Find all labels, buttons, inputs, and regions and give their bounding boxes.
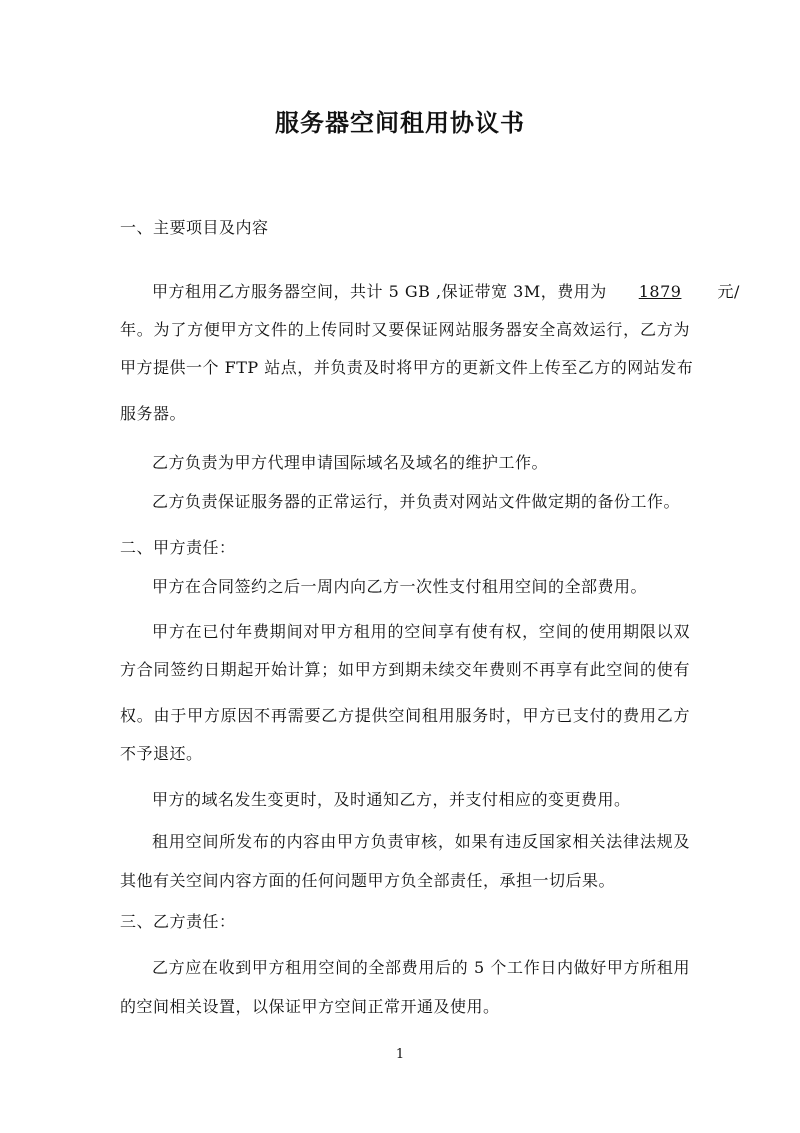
section-1-paragraph-1-line-1 [120, 280, 740, 304]
section-3-paragraph-1-line-1: 乙方应在收到甲方租用空间的全部费用后的 5 个工作日内做好甲方所租用 [152, 958, 690, 977]
section-2-paragraph-4-line-2: 其他有关空间内容方面的任何问题甲方负全部责任，承担一切后果。 [120, 871, 616, 890]
annual-fee-amount: 1879 [638, 282, 682, 301]
document-title: 服务器空间租用协议书 [275, 109, 525, 137]
section-2-heading: 二、甲方责任： [120, 538, 236, 557]
section-2-paragraph-2-line-2: 方合同签约日期起开始计算；如甲方到期未续交年费则不再享有此空间的使有 [120, 660, 690, 679]
section-3-heading: 三、乙方责任： [120, 912, 236, 931]
section-1-heading: 一、主要项目及内容 [120, 218, 269, 237]
section-3-paragraph-1-line-2: 的空间相关设置，以保证甲方空间正常开通及使用。 [120, 997, 500, 1016]
section-1-paragraph-1-line-2: 年。为了方便甲方文件的上传同时又要保证网站服务器安全高效运行，乙方为 [120, 320, 690, 339]
section-2-paragraph-2-line-3: 权。由于甲方原因不再需要乙方提供空间租用服务时，甲方已支付的费用乙方 [120, 706, 690, 725]
section-1-paragraph-1-line-3: 甲方提供一个 FTP 站点，并负责及时将甲方的更新文件上传至乙方的网站发布 [120, 358, 694, 377]
section-2-paragraph-2-line-4: 不予退还。 [120, 744, 203, 763]
section-2-paragraph-3: 甲方的域名发生变更时，及时通知乙方，并支付相应的变更费用。 [152, 790, 631, 809]
fee-unit: 元/ [717, 282, 740, 301]
section-2-paragraph-1: 甲方在合同签约之后一周内向乙方一次性支付租用空间的全部费用。 [152, 577, 648, 596]
section-1-paragraph-3: 乙方负责保证服务器的正常运行，并负责对网站文件做定期的备份工作。 [152, 492, 681, 511]
section-2-paragraph-2-line-1: 甲方在已付年费期间对甲方租用的空间享有使有权，空间的使用期限以双 [152, 622, 690, 641]
section-1-paragraph-1-line-4: 服务器。 [120, 404, 187, 423]
page-number: 1 [395, 1047, 405, 1062]
section-2-paragraph-4-line-1: 租用空间所发布的内容由甲方负责审核，如果有违反国家相关法律法规及 [152, 832, 690, 851]
fee-sentence: 甲方租用乙方服务器空间，共计 5 GB ,保证带宽 3M，费用为 [152, 282, 607, 301]
section-1-paragraph-2: 乙方负责为甲方代理申请国际域名及域名的维护工作。 [152, 453, 549, 472]
